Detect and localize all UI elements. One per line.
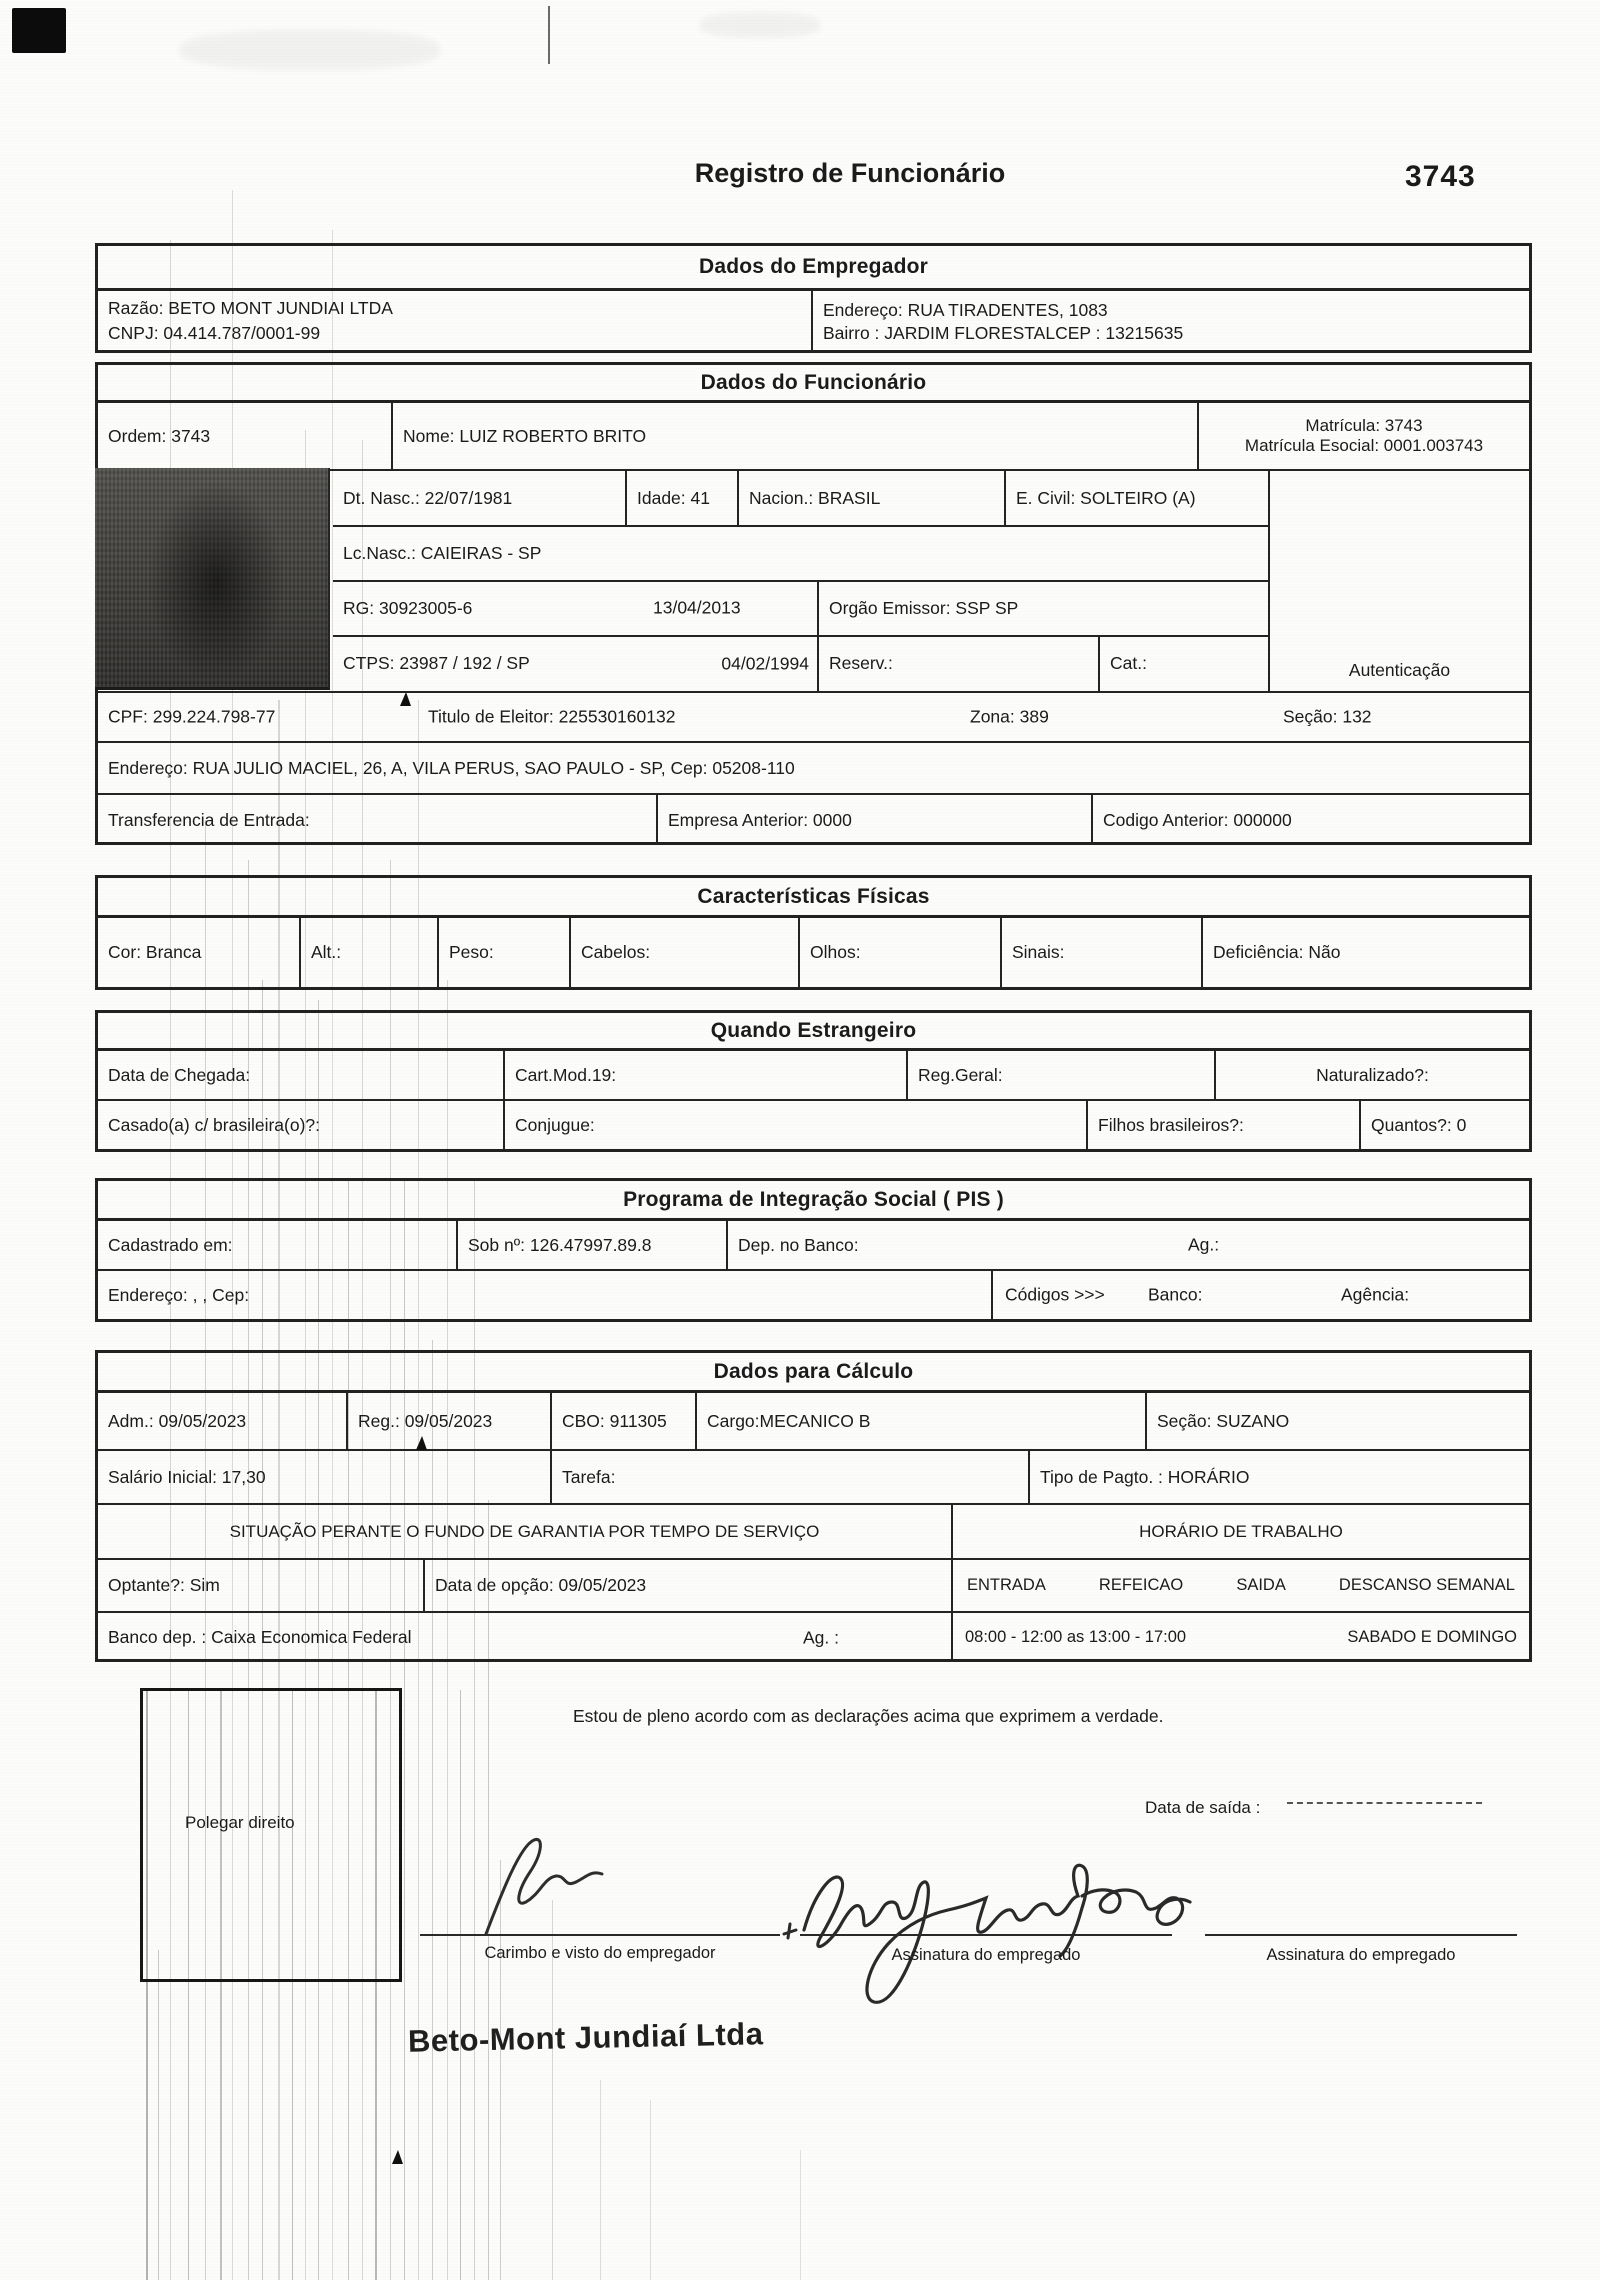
employee-ctps-cell [333, 637, 819, 691]
fgts-banco-dep: Banco dep. : Caixa Economica Federal [108, 1627, 412, 1647]
employee-secao: Seção: 132 [1283, 706, 1372, 727]
thumbprint-label: Polegar direito [185, 1813, 295, 1832]
employee-zona: Zona: 389 [970, 706, 1049, 727]
employee-endereco: Endereço: RUA JULIO MACIEL, 26, A, VILA PERUS, SAO PAULO - SP, Cep: 05208-110 [108, 757, 795, 778]
estrangeiro-cart-mod: Cart.Mod.19: [505, 1051, 908, 1099]
employee-codigo-anterior: Codigo Anterior: 000000 [1103, 809, 1292, 830]
section-employer [95, 243, 1532, 353]
employer-signature-label: Carimbo e visto do empregador [484, 1944, 716, 1962]
pis-dep-banco-cell [728, 1221, 1529, 1269]
pis-agencia: Agência: [1341, 1284, 1410, 1305]
scan-line [460, 1690, 461, 2280]
pis-cadastrado: Cadastrado em: [98, 1221, 458, 1269]
fisicas-cor: Cor: Branca [98, 918, 301, 987]
section-fisicas-title: Características Físicas [98, 878, 1529, 918]
agreement-text: Estou de pleno acordo com as declarações acima que exprimem a verdade. [573, 1706, 1164, 1726]
scan-line [800, 2150, 801, 2280]
scan-line [474, 1180, 475, 2280]
employee-ctps: CTPS: 23987 / 192 / SP [343, 653, 530, 674]
estrangeiro-data-chegada: Data de Chegada: [98, 1051, 505, 1099]
pis-dep-banco: Dep. no Banco: [738, 1234, 859, 1255]
employer-razao: Razão: BETO MONT JUNDIAI LTDA [108, 297, 393, 318]
employee-matricula-cell [1199, 403, 1529, 469]
horario-col-saida: SAIDA [1236, 1576, 1286, 1594]
horario-block [953, 1505, 1529, 1662]
calculo-secao: Seção: SUZANO [1157, 1410, 1290, 1431]
employee-signature-label-1: Assinatura do empregado [891, 1946, 1081, 1964]
fgts-block [98, 1505, 953, 1662]
employee-transferencia: Transferencia de Entrada: [98, 795, 658, 845]
employee-signature-line-1 [800, 1934, 1172, 1936]
estrangeiro-conjugue: Conjugue: [505, 1101, 1088, 1150]
calculo-tarefa: Tarefa: [552, 1451, 1030, 1503]
descanso-valor: SABADO E DOMINGO [1347, 1628, 1517, 1646]
section-fisicas [95, 875, 1532, 990]
fisicas-peso: Peso: [439, 918, 571, 987]
employee-idade: Idade: 41 [627, 471, 739, 525]
employee-rg-cell [333, 582, 819, 635]
exit-date-line [1287, 1802, 1482, 1804]
calculo-salario: Salário Inicial: 17,30 [98, 1451, 552, 1503]
employer-signature [468, 1832, 668, 1942]
pis-endereco: Endereço: , , Cep: [98, 1271, 993, 1319]
employer-cnpj: CNPJ: 04.414.787/0001-99 [108, 322, 321, 343]
employee-autenticacao: Autenticação [1348, 660, 1451, 680]
section-employer-title: Dados do Empregador [98, 246, 1529, 291]
employee-signature-line-2 [1205, 1934, 1517, 1936]
employee-ordem: Ordem: 3743 [98, 403, 393, 469]
fisicas-sinais: Sinais: [1002, 918, 1203, 987]
employee-reserv: Reserv.: [819, 637, 1100, 691]
fisicas-alt: Alt.: [301, 918, 439, 987]
section-calculo [95, 1350, 1532, 1662]
calculo-reg: Reg.: 09/05/2023 [348, 1393, 552, 1449]
fgts-ag: Ag. : [803, 1627, 839, 1647]
employee-autenticacao-box [1268, 471, 1529, 691]
calculo-cbo: CBO: 911305 [552, 1393, 697, 1449]
horario-col-entrada: ENTRADA [967, 1576, 1046, 1594]
employee-nacion: Nacion.: BRASIL [739, 471, 1006, 525]
section-employee-title: Dados do Funcionário [98, 365, 1529, 403]
horario-col-refeicao: REFEICAO [1098, 1576, 1184, 1594]
exit-date-label: Data de saída : [1145, 1798, 1261, 1817]
employer-cep: CEP : 13215635 [1055, 322, 1184, 343]
company-stamp: Beto-Mont Jundiaí Ltda [407, 2016, 764, 2059]
horario-col-descanso: DESCANSO SEMANAL [1338, 1576, 1515, 1594]
scan-line [650, 2100, 651, 2280]
employer-signature-line [420, 1934, 780, 1936]
employee-signature [770, 1838, 1210, 2018]
estrangeiro-naturalizado: Naturalizado?: [1316, 1064, 1429, 1085]
section-estrangeiro-title: Quando Estrangeiro [98, 1013, 1529, 1051]
pis-ag: Ag.: [1188, 1234, 1220, 1255]
employee-matricula-esocial: Matrícula Esocial: 0001.003743 [1244, 436, 1484, 455]
employee-cpf: CPF: 299.224.798-77 [108, 706, 276, 727]
thumbprint-box [140, 1688, 402, 1982]
fgts-optante: Optante?: Sim [98, 1560, 425, 1611]
pis-codigos-cell [993, 1271, 1529, 1319]
employee-lcnasc: Lc.Nasc.: CAIEIRAS - SP [343, 543, 542, 564]
employee-signature-label-2: Assinatura do empregado [1266, 1946, 1456, 1964]
scan-line [404, 1180, 405, 2280]
pis-banco: Banco: [1148, 1284, 1203, 1305]
artifact-arrow [400, 692, 411, 706]
fgts-data-opcao: Data de opção: 09/05/2023 [435, 1575, 647, 1595]
employer-right-cell [813, 291, 1233, 350]
fisicas-cabelos: Cabelos: [571, 918, 800, 987]
pis-sob-no: Sob nº: 126.47997.89.8 [458, 1221, 728, 1269]
scan-fold-line [548, 6, 550, 64]
section-estrangeiro [95, 1010, 1532, 1152]
fisicas-olhos: Olhos: [800, 918, 1002, 987]
horario-title: HORÁRIO DE TRABALHO [1139, 1521, 1343, 1541]
page-number: 3743 [1405, 160, 1476, 193]
scan-smudge [700, 12, 820, 38]
employee-orgao: Orgão Emissor: SSP SP [829, 597, 1019, 618]
section-pis [95, 1178, 1532, 1322]
employee-nome: Nome: LUIZ ROBERTO BRITO [393, 403, 1199, 469]
fgts-title: SITUAÇÃO PERANTE O FUNDO DE GARANTIA POR TEMPO DE SERVIÇO [229, 1521, 820, 1541]
employee-photo [95, 468, 330, 690]
employee-ctps-data: 04/02/1994 [721, 653, 809, 674]
calculo-cargo: Cargo:MECANICO B [697, 1393, 1147, 1449]
employee-empresa-anterior: Empresa Anterior: 0000 [658, 795, 1093, 845]
calculo-tipo-pagto: Tipo de Pagto. : HORÁRIO [1040, 1466, 1250, 1487]
estrangeiro-filhos: Filhos brasileiros?: [1088, 1101, 1361, 1150]
section-pis-title: Programa de Integração Social ( PIS ) [98, 1181, 1529, 1221]
employee-titulo-eleitor: Titulo de Eleitor: 225530160132 [428, 706, 676, 727]
employee-ecivil: E. Civil: SOLTEIRO (A) [1016, 487, 1196, 508]
scan-smudge [180, 30, 440, 70]
employee-rg-data: 13/04/2013 [653, 597, 741, 618]
page-title: Registro de Funcionário [694, 158, 1006, 188]
scan-line [158, 1950, 159, 2280]
fgts-banco-dep-cell [98, 1613, 951, 1662]
pis-codigos: Códigos >>> [1005, 1284, 1105, 1305]
artifact-arrow [416, 1436, 427, 1450]
horario-valor: 08:00 - 12:00 as 13:00 - 17:00 [965, 1628, 1187, 1646]
employer-endereco: Endereço: RUA TIRADENTES, 1083 [823, 299, 1108, 320]
scan-corner-mark [12, 8, 66, 53]
employee-matricula: Matrícula: 3743 [1305, 416, 1423, 435]
fisicas-deficiencia: Deficiência: Não [1213, 942, 1341, 962]
employee-rg: RG: 30923005-6 [343, 597, 473, 618]
estrangeiro-quantos: Quantos?: 0 [1371, 1115, 1467, 1135]
calculo-adm: Adm.: 09/05/2023 [98, 1393, 348, 1449]
employer-bairro: Bairro : JARDIM FLORESTAL [823, 322, 1056, 343]
employee-cat: Cat.: [1110, 653, 1147, 674]
estrangeiro-casado: Casado(a) c/ brasileira(o)?: [98, 1101, 505, 1150]
employer-left-cell [98, 291, 813, 350]
artifact-arrow [392, 2150, 403, 2164]
scan-line [600, 2080, 601, 2280]
estrangeiro-reg-geral: Reg.Geral: [908, 1051, 1216, 1099]
employee-dt-nasc: Dt. Nasc.: 22/07/1981 [333, 471, 627, 525]
section-calculo-title: Dados para Cálculo [98, 1353, 1529, 1393]
